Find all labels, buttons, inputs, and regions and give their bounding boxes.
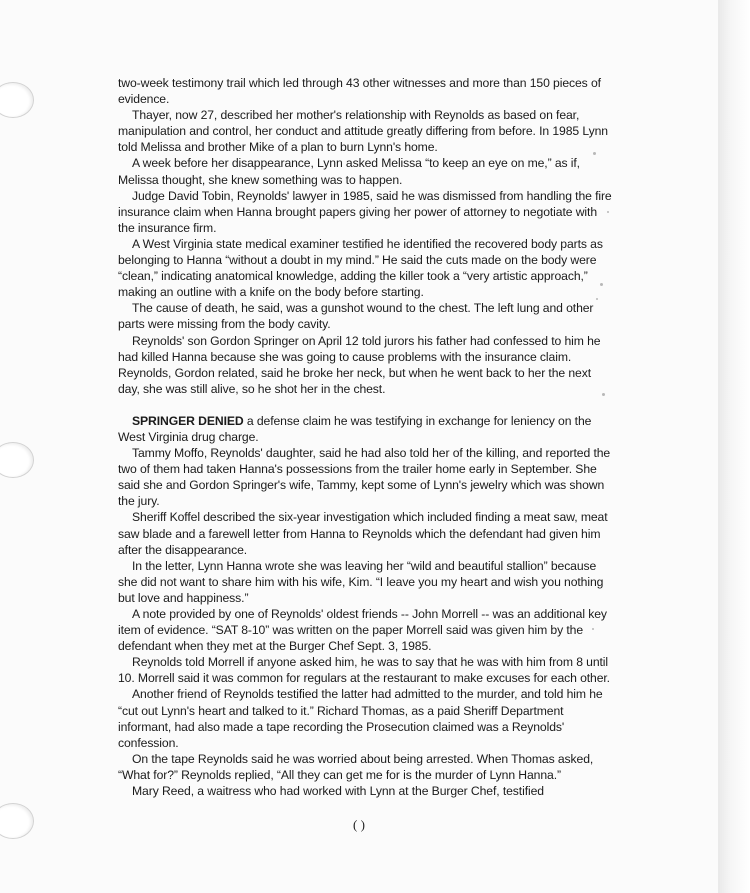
- paragraph: Tammy Moffo, Reynolds' daughter, said he had also told her of the killing, and reported the two of them had taken Hanna's possessions from the trailer home early in September. She said she and Gordon Springer's wife, Tammy, kept some of Lynn's jewelry which was shown the jury.: [118, 446, 611, 509]
- subhead-paragraph: [118, 413, 612, 445]
- paragraph: Thayer, now 27, described her mother's relationship with Reynolds as based on fear, manipulation and control, her conduct and attitude greatly differing from before. In 1985 Lynn told Melissa and brother Mike of a plan to burn Lynn's home.: [118, 108, 608, 155]
- paragraph: A note provided by one of Reynolds' oldest friends -- John Morrell -- was an additional key item of evidence. “SAT 8-10” was written on the paper Morrell said was given him by the defendant when they met at the Burger Chef Sept. 3, 1985.: [118, 607, 607, 654]
- paragraph: The cause of death, he said, was a gunshot wound to the chest. The left lung and other parts were missing from the body cavity.: [118, 301, 594, 332]
- paragraph: Reynolds told Morrell if anyone asked him, he was to say that he was with him from 8 until 10. Morrell said it was common for regulars at the restaurant to make excuses for each other.: [118, 655, 610, 686]
- paragraph-text: a defense claim he was testifying in exchange for leniency on the West Virginia drug charge.: [118, 413, 592, 444]
- binder-hole-top: [0, 82, 34, 118]
- scan-edge: [718, 0, 750, 893]
- paragraph: Reynolds' son Gordon Springer on April 12 told jurors his father had confessed to him he had killed Hanna because she was going to cause problems with the insurance claim. Reynolds, Gordon related, said he broke her neck, but when he went back to her the next day, she was still alive, so he shot her in the chest.: [118, 333, 601, 396]
- binder-hole-middle: [0, 442, 34, 478]
- article-body: [118, 75, 612, 799]
- paragraph: Another friend of Reynolds testified the latter had admitted to the murder, and told him he “cut out Lynn's heart and talked to it.” Richard Thomas, as a paid Sheriff Department informant, had also made a tape recording the Prosecution claimed was a Reynolds' confession.: [118, 687, 603, 750]
- paragraph: Sheriff Koffel described the six-year investigation which included finding a meat saw, meat saw blade and a farewell letter from Hanna to Reynolds which the defendant had given him after the disappearance.: [118, 510, 608, 557]
- paragraph: In the letter, Lynn Hanna wrote she was leaving her “wild and beautiful stallion” because she did not want to share him with his wife, Kim. “I leave you my heart and wish you nothing but love and happiness.”: [118, 558, 604, 605]
- paragraph: Judge David Tobin, Reynolds' lawyer in 1985, said he was dismissed from handling the fire insurance claim when Hanna brought papers giving her power of attorney to negotiate with the insurance firm.: [118, 188, 612, 235]
- paragraph: A West Virginia state medical examiner testified he identified the recovered body parts as belonging to Hanna “without a doubt in my mind.” He said the cuts made on the body were “clean,” indicating anatomical knowledge, adding the killer took a “very artistic approach,” making an outline with a knife on the body before starting.: [118, 236, 603, 300]
- paragraph: two-week testimony trail which led through 43 other witnesses and more than 150 pieces of evidence.: [118, 76, 601, 107]
- subhead: SPRINGER DENIED: [132, 413, 244, 428]
- paragraph: On the tape Reynolds said he was worried about being arrested. When Thomas asked, “What for?” Reynolds replied, “All they can get me for is the murder of Lynn Hanna.”: [118, 751, 594, 782]
- page-number: ( ): [353, 817, 365, 832]
- paragraph: A week before her disappearance, Lynn asked Melissa “to keep an eye on me,” as if, Melissa thought, she knew something was to happen.: [118, 156, 580, 187]
- paragraph: Mary Reed, a waitress who had worked with Lynn at the Burger Chef, testified: [132, 784, 544, 799]
